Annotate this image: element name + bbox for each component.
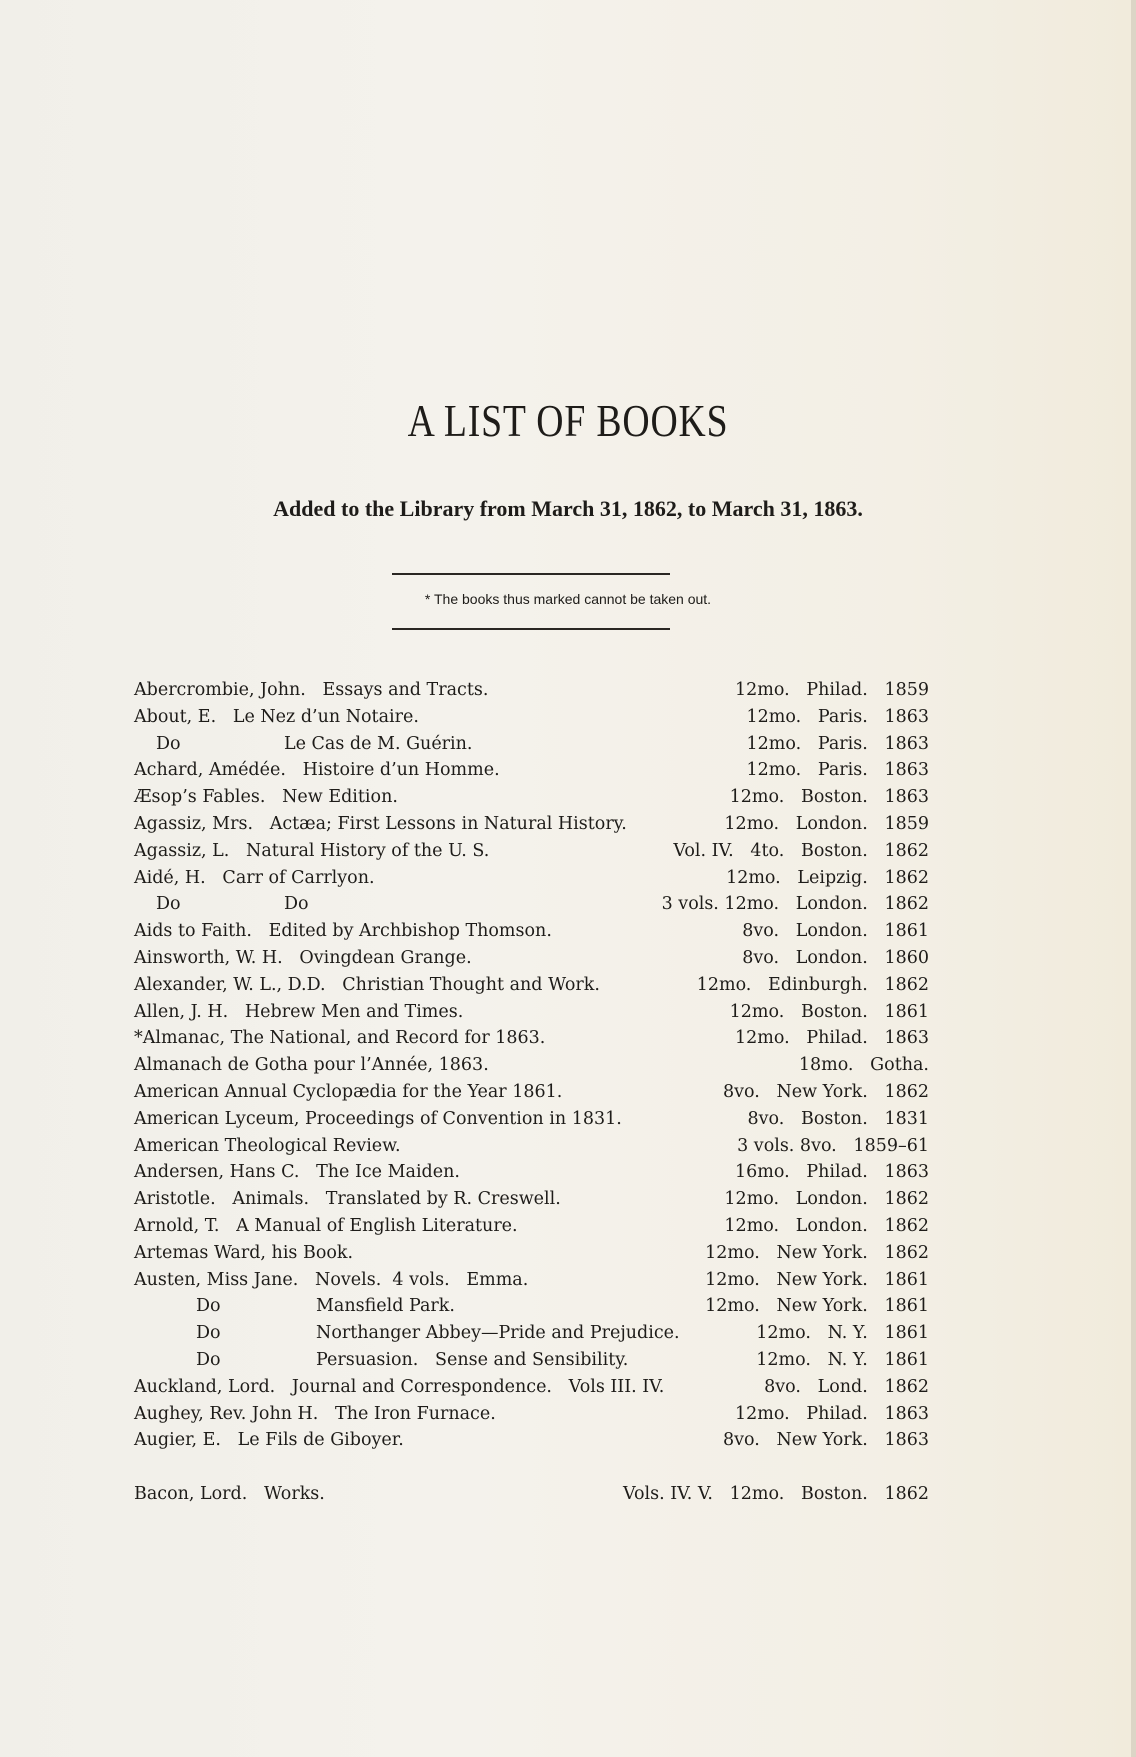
entry-author-title: Bacon, Lord. Works. — [134, 1484, 325, 1505]
entry-author-title: Allen, J. H. Hebrew Men and Times. — [134, 1001, 464, 1022]
book-entry — [134, 811, 929, 838]
book-entry — [134, 945, 929, 972]
entry-author-title: Auckland, Lord. Journal and Correspondence. Vols III. IV. — [134, 1376, 665, 1397]
book-entry — [134, 1293, 929, 1320]
entry-author-title: Augier, E. Le Fils de Giboyer. — [134, 1430, 404, 1451]
entry-format-place-year: 3 vols. 12mo. London. 1862 — [661, 894, 929, 915]
entry-format-place-year: 12mo. Philad. 1863 — [734, 1028, 929, 1049]
page-subtitle: Added to the Library from March 31, 1862, to March 31, 1863. — [273, 496, 863, 521]
entry-author-title: American Annual Cyclopædia for the Year 1861. — [134, 1081, 563, 1102]
entry-author-title — [134, 731, 472, 758]
entry-title: Do — [284, 894, 309, 915]
restriction-note: * The books thus marked cannot be taken out. — [424, 591, 712, 607]
book-entry — [134, 918, 929, 945]
ditto-mark: Do — [196, 1349, 221, 1370]
entry-format-place-year: 12mo. London. 1862 — [724, 1189, 929, 1210]
entry-author-title — [134, 1347, 628, 1374]
ditto-mark: Do — [196, 1296, 221, 1317]
entry-author-title: About, E. Le Nez d’un Notaire. — [134, 706, 419, 727]
entry-format-place-year: 12mo. Boston. 1863 — [729, 787, 929, 808]
entry-author-title: *Almanac, The National, and Record for 1863. — [134, 1028, 546, 1049]
book-entry — [134, 1347, 929, 1374]
book-entry — [134, 677, 929, 704]
entry-title: Mansfield Park. — [316, 1296, 455, 1317]
book-entry — [134, 704, 929, 731]
entry-author-title: Achard, Amédée. Histoire d’un Homme. — [134, 760, 500, 781]
page-title: A LIST OF BOOKS — [407, 395, 729, 446]
entry-format-place-year: 12mo. London. 1859 — [724, 813, 929, 834]
entry-author-title: Arnold, T. A Manual of English Literature. — [134, 1215, 518, 1236]
book-list — [134, 677, 929, 1508]
entry-format-place-year: 12mo. New York. 1862 — [705, 1242, 929, 1263]
book-entry — [134, 1052, 929, 1079]
ditto-mark: Do — [156, 733, 181, 754]
book-entry — [134, 1186, 929, 1213]
entry-format-place-year: 8vo. London. 1861 — [742, 921, 929, 942]
book-entry — [134, 1427, 929, 1454]
entry-format-place-year: 3 vols. 8vo. 1859–61 — [737, 1135, 929, 1156]
entry-format-place-year: 12mo. Leipzig. 1862 — [726, 867, 929, 888]
entry-author-title: Aristotle. Animals. Translated by R. Creswell. — [134, 1189, 561, 1210]
entry-author-title: Austen, Miss Jane. Novels. 4 vols. Emma. — [134, 1269, 529, 1290]
entry-format-place-year: 12mo. Philad. 1863 — [734, 1403, 929, 1424]
entry-author-title: Andersen, Hans C. The Ice Maiden. — [134, 1162, 460, 1183]
book-entry — [134, 1267, 929, 1294]
entry-format-place-year: Vols. IV. V. 12mo. Boston. 1862 — [622, 1484, 929, 1505]
entry-format-place-year: 16mo. Philad. 1863 — [734, 1162, 929, 1183]
entry-author-title: Abercrombie, John. Essays and Tracts. — [134, 680, 489, 700]
entry-author-title: American Lyceum, Proceedings of Convention in 1831. — [134, 1108, 622, 1129]
entry-author-title: American Theological Review. — [134, 1135, 401, 1156]
entry-format-place-year: 8vo. Lond. 1862 — [764, 1376, 929, 1397]
section-gap — [134, 1454, 929, 1481]
entry-format-place-year: 8vo. New York. 1862 — [722, 1081, 929, 1102]
entry-author-title: Aids to Faith. Edited by Archbishop Thomson. — [134, 921, 552, 942]
book-entry — [134, 891, 929, 918]
entry-format-place-year: 12mo. Boston. 1861 — [729, 1001, 929, 1022]
entry-author-title — [134, 891, 309, 918]
entry-format-place-year: Vol. IV. 4to. Boston. 1862 — [673, 840, 929, 861]
entry-author-title: Æsop’s Fables. New Edition. — [134, 787, 398, 808]
entry-title: Persuasion. Sense and Sensibility. — [316, 1349, 629, 1370]
entry-author-title: Agassiz, Mrs. Actæa; First Lessons in Natural History. — [134, 813, 627, 834]
ditto-mark: Do — [196, 1323, 221, 1344]
book-entry — [134, 999, 929, 1026]
entry-format-place-year: 18mo. Gotha. — [798, 1055, 929, 1076]
entry-format-place-year: 12mo. Paris. 1863 — [746, 733, 929, 754]
book-entry — [134, 1320, 929, 1347]
entry-format-place-year: 12mo. New York. 1861 — [705, 1269, 929, 1290]
entry-format-place-year: 12mo. Philad. 1859 — [734, 680, 929, 700]
entry-format-place-year: 8vo. New York. 1863 — [722, 1430, 929, 1451]
entry-format-place-year: 12mo. London. 1862 — [724, 1215, 929, 1236]
entry-title: Northanger Abbey—Pride and Prejudice. — [316, 1323, 680, 1344]
book-entry — [134, 1159, 929, 1186]
book-entry — [134, 1240, 929, 1267]
entry-author-title — [134, 1293, 455, 1320]
book-entry — [134, 784, 929, 811]
divider-bottom — [392, 628, 670, 630]
ditto-mark: Do — [156, 894, 181, 915]
entry-author-title — [134, 1320, 680, 1347]
book-entry — [134, 731, 929, 758]
page-edge — [1131, 0, 1136, 1757]
divider-top — [392, 573, 670, 575]
book-entry — [134, 1106, 929, 1133]
entry-format-place-year: 12mo. New York. 1861 — [705, 1296, 929, 1317]
book-entry — [134, 757, 929, 784]
entry-format-place-year: 12mo. Paris. 1863 — [746, 706, 929, 727]
entry-author-title: Aidé, H. Carr of Carrlyon. — [134, 867, 375, 888]
book-entry — [134, 972, 929, 999]
book-entry — [134, 865, 929, 892]
entry-format-place-year: 12mo. N. Y. 1861 — [756, 1323, 929, 1344]
entry-format-place-year: 12mo. N. Y. 1861 — [756, 1349, 929, 1370]
entry-format-place-year: 8vo. London. 1860 — [742, 947, 929, 968]
book-entry — [134, 838, 929, 865]
entry-title: Le Cas de M. Guérin. — [284, 733, 473, 754]
entry-format-place-year: 12mo. Paris. 1863 — [746, 760, 929, 781]
entry-format-place-year: 8vo. Boston. 1831 — [747, 1108, 929, 1129]
entry-author-title: Artemas Ward, his Book. — [134, 1242, 354, 1263]
entry-author-title: Alexander, W. L., D.D. Christian Thought and Work. — [134, 974, 600, 995]
entry-format-place-year: 12mo. Edinburgh. 1862 — [696, 974, 929, 995]
book-entry — [134, 1133, 929, 1160]
entry-author-title: Agassiz, L. Natural History of the U. S. — [134, 840, 490, 861]
book-entry — [134, 1401, 929, 1428]
entry-author-title: Aughey, Rev. John H. The Iron Furnace. — [134, 1403, 496, 1424]
book-entry — [134, 1079, 929, 1106]
book-entry — [134, 1213, 929, 1240]
book-entry — [134, 1025, 929, 1052]
entry-author-title: Almanach de Gotha pour l’Année, 1863. — [134, 1055, 489, 1076]
entry-author-title: Ainsworth, W. H. Ovingdean Grange. — [134, 947, 472, 968]
book-entry — [134, 1481, 929, 1508]
book-entry — [134, 1374, 929, 1401]
